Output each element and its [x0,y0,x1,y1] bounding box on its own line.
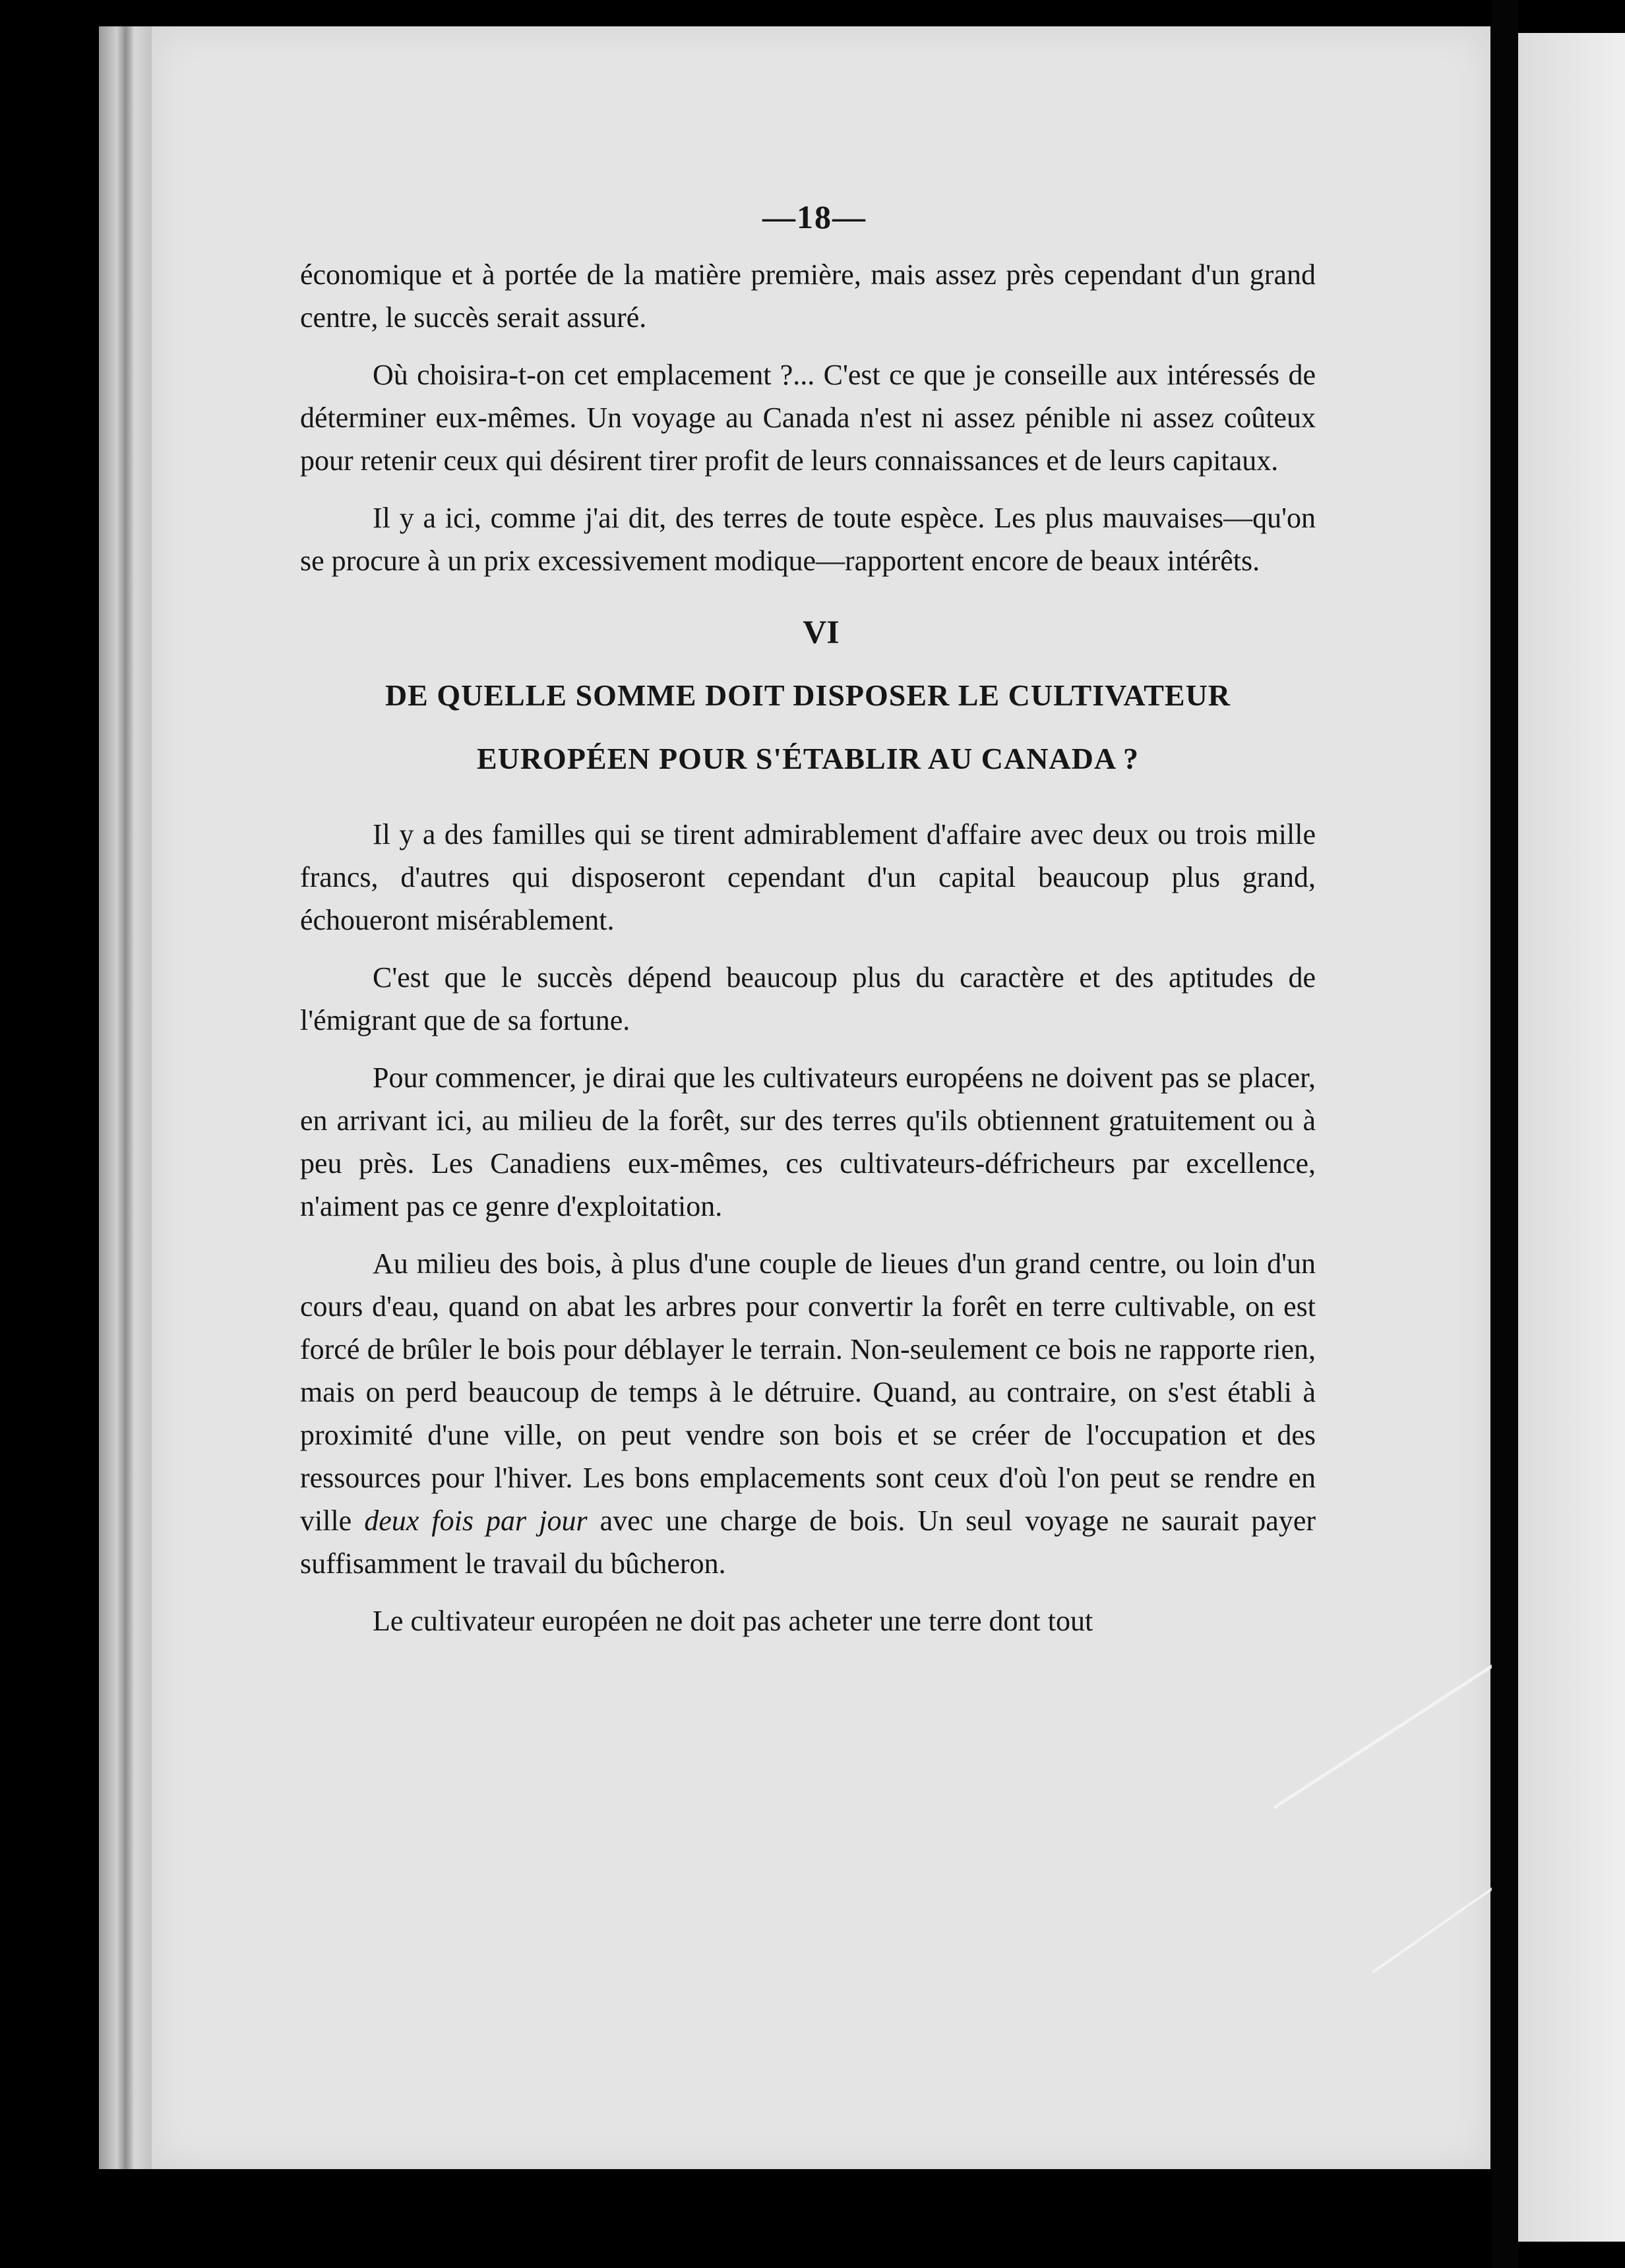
page-number: —18— [762,198,867,235]
paragraph: C'est que le succès dépend beaucoup plus du caractère et des aptitudes de l'émigrant que de sa fortune. [300,961,1316,1036]
paragraph [300,1242,1316,1585]
book-spine [1492,0,1518,2268]
emphasis-text: deux fois par jour [364,1505,588,1537]
paragraph: économique et à portée de la matière première, mais assez près cependant d'un grand centre, le succès serait assuré. [300,258,1316,334]
paragraph: Il y a ici, comme j'ai dit, des terres de toute espèce. Les plus mauvaises—qu'on se procure à un prix excessivement modique—rapportent encore de beaux intérêts. [300,502,1316,577]
paragraph: Pour commencer, je dirai que les cultivateurs européens ne doivent pas se placer, en arrivant ici, au milieu de la forêt, sur des terres qu'ils obtiennent gratuitement ou à peu près. Les Canadiens eux-mêmes, ces cultivateurs-défricheurs par excellence, n'aiment pas ce genre d'exploitation. [300,1061,1316,1222]
paragraph: Il y a des familles qui se tirent admirablement d'affaire avec deux ou trois mille francs, d'autres qui disposeront cependant d'un capital beaucoup plus grand, échoueront misérablement. [300,818,1316,936]
page-text [300,198,1316,1657]
paragraph: Le cultivateur européen ne doit pas acheter une terre dont tout [373,1605,1093,1637]
section-title-line: DE QUELLE SOMME DOIT DISPOSER LE CULTIVATEUR [384,678,1231,712]
facing-page-edge [1518,33,1625,2242]
page-edge [99,26,158,2169]
paragraph: Où choisira-t-on cet emplacement ?... C'est ce que je conseille aux intéressés de déterminer eux-mêmes. Un voyage au Canada n'est ni assez pénible ni assez coûteux pour retenir ceux qui désirent tirer profit de leurs connaissances et de leurs capitaux. [300,359,1316,477]
section-number: VI [803,613,840,650]
paragraph-text: Au milieu des bois, à plus d'une couple de lieues d'un grand centre, ou loin d'un cours d'eau, quand on abat les arbres pour convertir la forêt en terre cultivable, on est forcé de brûler le bois pour déblayer le terrain. Non-seulement ce bois ne rapporte rien, mais on perd beaucoup de temps à le détruire. Quand, au contraire, on s'est établi à proximité d'une ville, on peut vendre son bois et se créer de l'occupation et des ressources pour l'hiver. Les bons emplacements sont ceux d'où l'on peut se rendre en ville [300,1247,1316,1537]
paragraph-text: avec une charge de bois. Un seul voyage ne saurait payer suffisamment le travail du bûcheron. [300,1505,1316,1580]
section-title [300,664,1316,791]
section-title-line: EUROPÉEN POUR S'ÉTABLIR AU CANADA ? [476,742,1140,775]
